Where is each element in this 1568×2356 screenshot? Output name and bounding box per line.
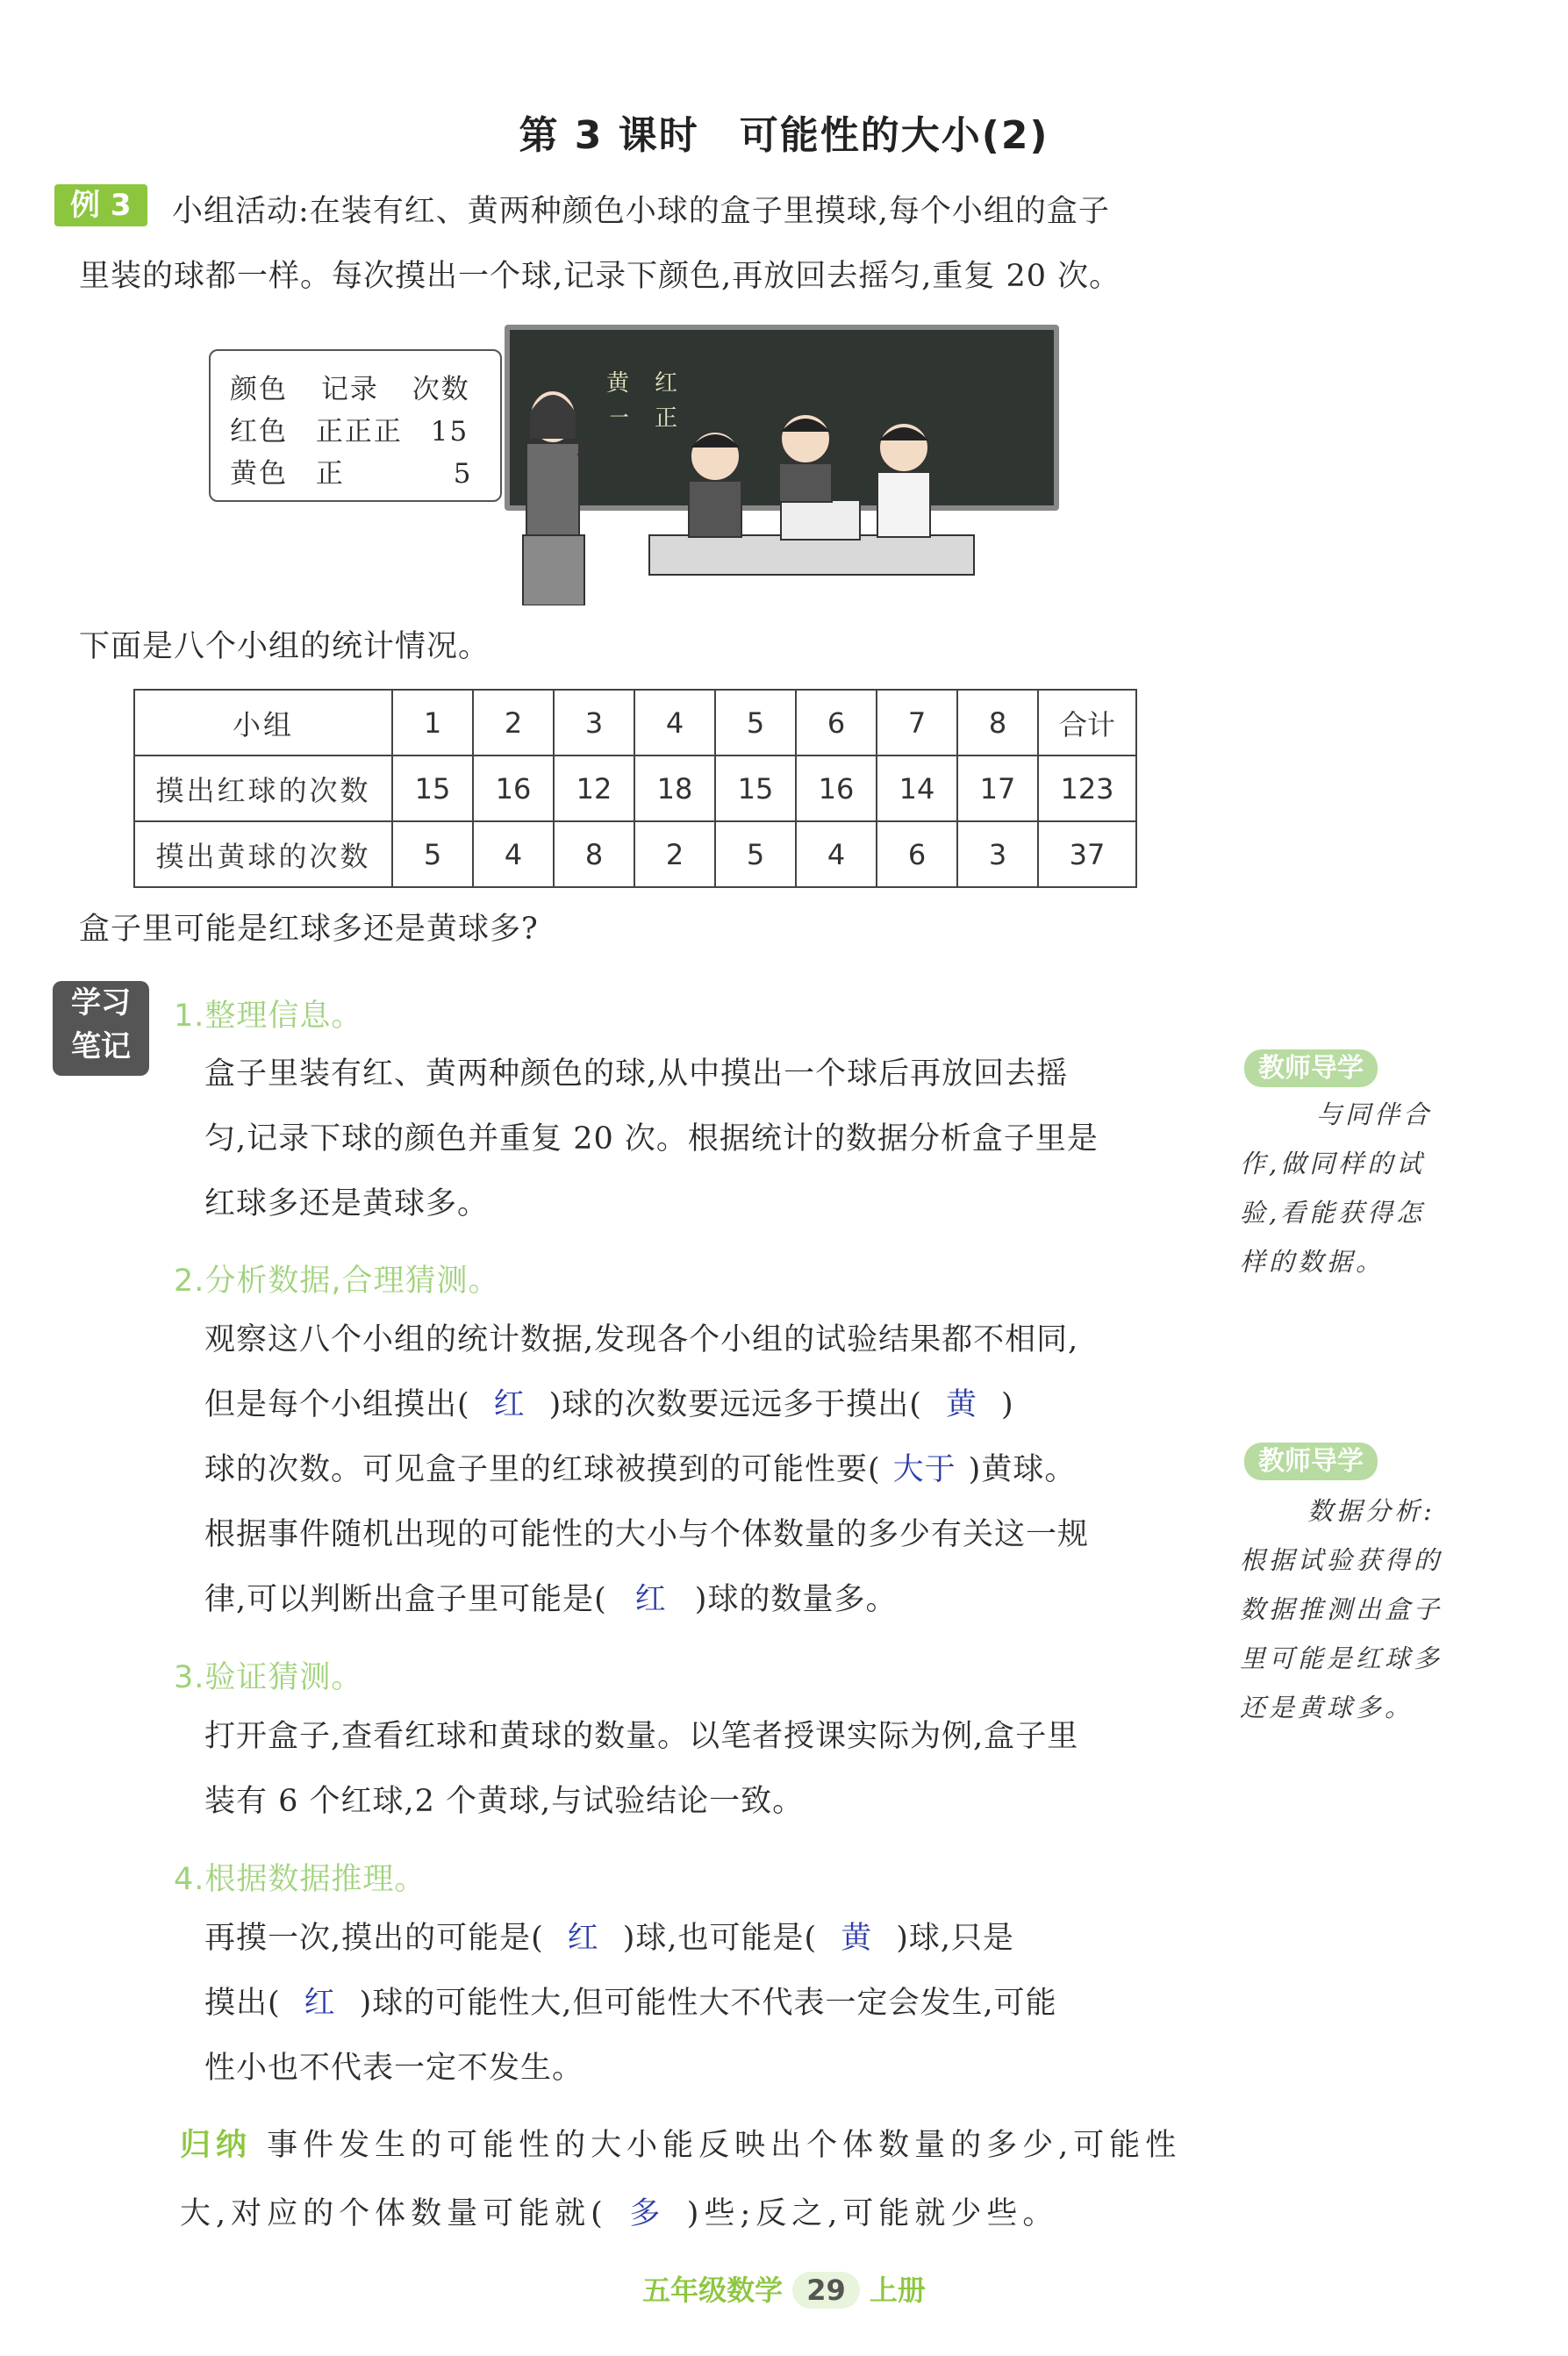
table-intro: 下面是八个小组的统计情况。 bbox=[79, 629, 490, 664]
fill-answer: 黄 bbox=[945, 1387, 977, 1422]
step4-line bbox=[204, 1906, 1014, 1971]
guide1-line: 样的数据。 bbox=[1240, 1247, 1385, 1277]
step4-text: )球,也可能是( bbox=[622, 1921, 818, 1956]
table-row-label: 摸出红球的次数 bbox=[134, 755, 392, 821]
table-header-label: 小组 bbox=[134, 690, 392, 755]
board-tally-yellow: 一 bbox=[606, 405, 630, 432]
table-header-cell: 8 bbox=[957, 690, 1038, 755]
step2-text: )球的数量多。 bbox=[694, 1582, 898, 1617]
guide2-line: 数据分析: bbox=[1307, 1496, 1436, 1526]
table-header-cell: 2 bbox=[473, 690, 554, 755]
step1-line: 红球多还是黄球多。 bbox=[204, 1186, 490, 1221]
step2-line: 观察这八个小组的统计数据,发现各个小组的试验结果都不相同, bbox=[204, 1322, 1079, 1357]
table-cell: 4 bbox=[796, 821, 877, 887]
table-cell: 16 bbox=[473, 755, 554, 821]
step4-text: 摸出( bbox=[204, 1986, 281, 2021]
guide1-line: 与同伴合 bbox=[1316, 1099, 1433, 1129]
step2-line bbox=[204, 1372, 1014, 1437]
tally-header-count: 次数 bbox=[412, 374, 470, 405]
step1-line: 盒子里装有红、黄两种颜色的球,从中摸出一个球后再放回去摇 bbox=[204, 1056, 1069, 1092]
table-header-cell: 3 bbox=[554, 690, 634, 755]
table-header-cell: 5 bbox=[715, 690, 796, 755]
step2-text: )球的次数要远远多于摸出( bbox=[548, 1387, 922, 1422]
table-header-cell: 4 bbox=[634, 690, 715, 755]
step4-text: 再摸一次,摸出的可能是( bbox=[204, 1921, 544, 1956]
table-header-cell: 7 bbox=[877, 690, 957, 755]
tally-row-color: 红色 bbox=[230, 416, 288, 448]
teacher-guide-tag: 教师导学 bbox=[1244, 1049, 1378, 1087]
table-cell-total: 37 bbox=[1038, 821, 1136, 887]
step2-line: 根据事件随机出现的可能性的大小与个体数量的多少有关这一规 bbox=[204, 1517, 1090, 1552]
question: 盒子里可能是红球多还是黄球多? bbox=[79, 912, 539, 947]
table-cell: 8 bbox=[554, 821, 634, 887]
footer-subject: 五年级数学 bbox=[642, 2274, 784, 2307]
fill-answer: 红 bbox=[567, 1921, 599, 1956]
page-title: 第 3 课时 可能性的大小(2) bbox=[519, 113, 1049, 158]
board-tally-red: 正 bbox=[655, 405, 678, 432]
table-cell: 6 bbox=[877, 821, 957, 887]
stats-table bbox=[133, 689, 1137, 888]
step4-text: )球,只是 bbox=[896, 1921, 1014, 1956]
tally-card bbox=[209, 349, 502, 502]
example-badge: 例 3 bbox=[54, 184, 147, 226]
table-row bbox=[134, 821, 1136, 887]
notes-tag-line: 笔记 bbox=[71, 1029, 131, 1064]
guide1-line: 验,看能获得怎 bbox=[1240, 1198, 1426, 1228]
step4-line bbox=[204, 1971, 1057, 2036]
page-footer bbox=[0, 2268, 1568, 2309]
guide-tag-1 bbox=[1244, 1046, 1378, 1085]
table-cell: 3 bbox=[957, 821, 1038, 887]
step4-line: 性小也不代表一定不发生。 bbox=[204, 2051, 584, 2086]
guide2-line: 数据推测出盒子 bbox=[1240, 1594, 1443, 1624]
table-header-row bbox=[134, 690, 1136, 755]
guide-tag-2 bbox=[1244, 1439, 1378, 1478]
step3-line: 打开盒子,查看红球和黄球的数量。以笔者授课实际为例,盒子里 bbox=[204, 1719, 1079, 1754]
guide1-line: 作,做同样的试 bbox=[1240, 1149, 1426, 1178]
summary-line bbox=[180, 2113, 1181, 2178]
step2-text: )黄球。 bbox=[968, 1452, 1077, 1487]
footer-volume: 上册 bbox=[869, 2274, 926, 2307]
table-cell: 2 bbox=[634, 821, 715, 887]
page-number: 29 bbox=[792, 2272, 860, 2309]
step2-text: ) bbox=[1000, 1387, 1014, 1422]
step2-line bbox=[204, 1437, 1076, 1502]
summary-text: 事件发生的可能性的大小能反映出个体数量的多少,可能性 bbox=[267, 2128, 1182, 2163]
step1-heading: 1.整理信息。 bbox=[174, 999, 363, 1034]
tally-row-color: 黄色 bbox=[230, 458, 288, 490]
board-col-red: 红 bbox=[655, 370, 678, 397]
tally-row-count: 5 bbox=[453, 458, 473, 490]
fill-answer: 红 bbox=[493, 1387, 526, 1422]
step4-text: )球的可能性大,但可能性大不代表一定会发生,可能 bbox=[359, 1986, 1057, 2021]
table-cell: 15 bbox=[392, 755, 473, 821]
guide2-line: 里可能是红球多 bbox=[1240, 1643, 1443, 1673]
summary-text: )些;反之,可能就少些。 bbox=[686, 2196, 1059, 2231]
table-cell: 17 bbox=[957, 755, 1038, 821]
tally-row-record: 正正正 bbox=[315, 416, 403, 448]
tally-header-record: 记录 bbox=[320, 374, 379, 405]
tally-row-count: 15 bbox=[430, 416, 469, 448]
fill-answer: 红 bbox=[634, 1582, 667, 1617]
step4-heading: 4.根据数据推理。 bbox=[174, 1862, 426, 1897]
step2-text: 球的次数。可见盒子里的红球被摸到的可能性要( bbox=[204, 1452, 881, 1487]
step2-line bbox=[204, 1567, 897, 1632]
table-cell: 4 bbox=[473, 821, 554, 887]
table-row-label: 摸出黄球的次数 bbox=[134, 821, 392, 887]
fill-answer: 多 bbox=[629, 2196, 666, 2231]
study-notes-tag bbox=[53, 981, 149, 1076]
fill-answer: 黄 bbox=[841, 1921, 873, 1956]
teacher-guide-tag: 教师导学 bbox=[1244, 1443, 1378, 1480]
table-cell: 12 bbox=[554, 755, 634, 821]
table-cell: 5 bbox=[715, 821, 796, 887]
example-heading bbox=[54, 181, 147, 224]
step3-line: 装有 6 个红球,2 个黄球,与试验结论一致。 bbox=[204, 1784, 805, 1819]
table-header-cell: 6 bbox=[796, 690, 877, 755]
table-header-total: 合计 bbox=[1038, 690, 1136, 755]
step1-line: 匀,记录下球的颜色并重复 20 次。根据统计的数据分析盒子里是 bbox=[204, 1121, 1099, 1157]
tally-row-record: 正 bbox=[315, 458, 345, 490]
example-line-1: 小组活动:在装有红、黄两种颜色小球的盒子里摸球,每个小组的盒子 bbox=[172, 194, 1110, 229]
table-cell: 14 bbox=[877, 755, 957, 821]
table-cell-total: 123 bbox=[1038, 755, 1136, 821]
notes-tag-line: 学习 bbox=[71, 985, 131, 1020]
guide2-line: 根据试验获得的 bbox=[1240, 1545, 1443, 1575]
summary-line bbox=[180, 2181, 1058, 2246]
summary-text: 大,对应的个体数量可能就( bbox=[180, 2196, 608, 2231]
step2-heading: 2.分析数据,合理猜测。 bbox=[174, 1264, 500, 1299]
step2-text: 但是每个小组摸出( bbox=[204, 1387, 470, 1422]
table-row bbox=[134, 755, 1136, 821]
guide2-line: 还是黄球多。 bbox=[1240, 1693, 1414, 1722]
table-cell: 16 bbox=[796, 755, 877, 821]
table-cell: 15 bbox=[715, 755, 796, 821]
summary-label: 归纳 bbox=[180, 2128, 253, 2163]
board-col-yellow: 黄 bbox=[606, 370, 630, 397]
classroom-illustration bbox=[491, 351, 983, 605]
step3-heading: 3.验证猜测。 bbox=[174, 1660, 363, 1695]
table-header-cell: 1 bbox=[392, 690, 473, 755]
fill-answer: 红 bbox=[304, 1986, 336, 2021]
tally-header-color: 颜色 bbox=[230, 374, 288, 405]
example-line-2: 里装的球都一样。每次摸出一个球,记录下颜色,再放回去摇匀,重复 20 次。 bbox=[79, 259, 1121, 294]
fill-answer: 大于 bbox=[892, 1452, 956, 1487]
step2-text: 律,可以判断出盒子里可能是( bbox=[204, 1582, 607, 1617]
table-cell: 18 bbox=[634, 755, 715, 821]
table-cell: 5 bbox=[392, 821, 473, 887]
